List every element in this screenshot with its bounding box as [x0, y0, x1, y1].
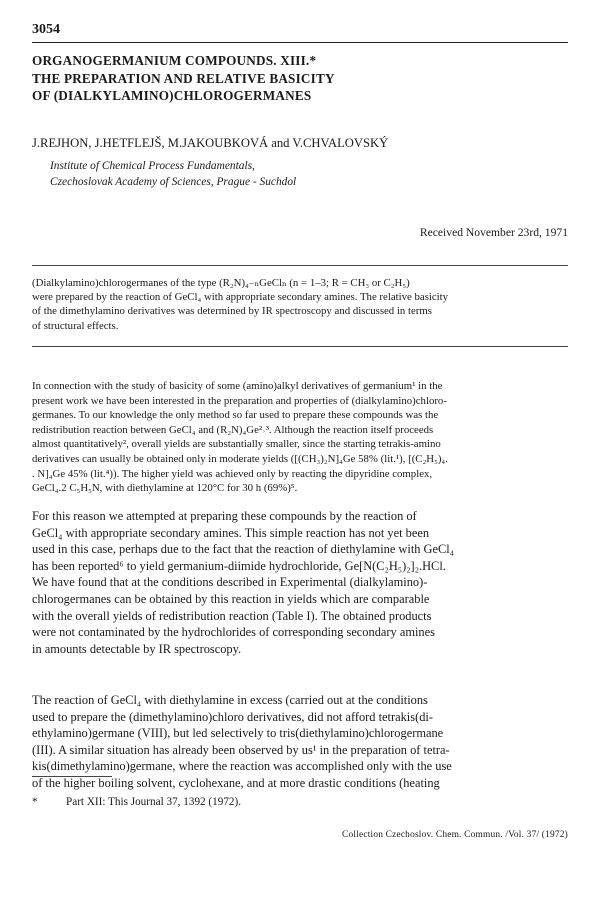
intro-line: almost quantitatively², overall yields are substantially smaller, since the starting tetrakis-amino	[32, 438, 441, 451]
intro-line: germanes. To our knowledge the only method so far used to prepare these compounds was the	[32, 409, 439, 422]
body-paragraph-1	[32, 508, 568, 657]
affiliation	[50, 158, 296, 190]
affiliation-line-1: Institute of Chemical Process Fundamentals,	[50, 160, 255, 172]
body-line: has been reported⁶ to yield germanium-diimide hydrochloride, Ge[N(C₂H₅)₂]₂.HCl.	[32, 558, 446, 573]
body-line: in amounts detectable by IR spectroscopy.	[32, 641, 242, 656]
body-line: of the higher boiling solvent, cyclohexane, and at more drastic conditions (heating	[32, 775, 440, 790]
authors: J.REJHON, J.HETFLEJŠ, M.JAKOUBKOVÁ and V.CHVALOVSKÝ	[32, 136, 389, 150]
abstract-top-rule	[32, 265, 568, 266]
page-number: 3054	[32, 22, 60, 37]
body-line: chlorogermanes can be obtained by this reaction in yields which are comparable	[32, 591, 430, 606]
body-line: We have found that at the conditions described in Experimental (dialkylamino)-	[32, 575, 428, 590]
intro-line: present work we have been interested in the preparation and properties of (dialkylamino)chloro-	[32, 394, 447, 407]
body-line: ethylamino)germane (VIII), but led selectively to tris(diethylamino)chlorogermane	[32, 726, 444, 741]
intro-line: redistribution reaction between GeCl₄ and (R₂N)₄Ge²˒³. Although the reaction itself proceeds	[32, 423, 434, 436]
body-line: The reaction of GeCl₄ with diethylamine in excess (carried out at the conditions	[32, 693, 428, 707]
intro-line: In connection with the study of basicity of some (amino)alkyl derivatives of germanium¹ in the	[32, 380, 443, 392]
body-line: GeCl₄ with appropriate secondary amines. This simple reaction has not yet been	[32, 525, 430, 540]
body-line: (III). A similar situation has already been observed by us¹ in the preparation of tetra-	[32, 742, 450, 757]
footnote-mark: *	[32, 796, 38, 808]
body-line: For this reason we attempted at preparing these compounds by the reaction of	[32, 509, 417, 523]
abstract	[32, 276, 568, 333]
abstract-line: of structural effects.	[32, 319, 119, 332]
intro-line: GeCl₄.2 C₅H₅N, with diethylamine at 120°C for 30 h (69%)⁵.	[32, 482, 298, 495]
intro-paragraph	[32, 379, 568, 496]
abstract-line: (Dialkylamino)chlorogermanes of the type (R₂N)₄₋ₙGeClₙ (n = 1–3; R = CH₃ or C₂H₅)	[32, 277, 410, 289]
body-line: kis(dimethylamino)germane, where the reaction was accomplished only with the use	[32, 759, 452, 774]
title-line-2: THE PREPARATION AND RELATIVE BASICITY	[32, 70, 335, 86]
body-line: used to prepare the (dimethylamino)chloro derivatives, did not afford tetrakis(di-	[32, 709, 433, 724]
footnote	[32, 796, 241, 808]
title-line-3: OF (DIALKYLAMINO)CHLOROGERMANES	[32, 88, 312, 103]
abstract-line: were prepared by the reaction of GeCl₄ with appropriate secondary amines. The relative basicity	[32, 291, 449, 304]
title-line-1: ORGANOGERMANIUM COMPOUNDS. XIII.*	[32, 53, 317, 68]
footnote-rule	[32, 776, 112, 777]
body-paragraph-2	[32, 692, 568, 792]
footnote-text: Part XII: This Journal 37, 1392 (1972).	[66, 796, 242, 808]
abstract-bottom-rule	[32, 346, 568, 347]
header-rule	[32, 42, 568, 43]
affiliation-line-2: Czechoslovak Academy of Sciences, Prague - Suchdol	[50, 176, 297, 188]
intro-line: . N]₄Ge 45% (lit.⁴)). The higher yield was achieved only by reacting the dipyridine complex,	[32, 467, 433, 480]
article-title	[32, 52, 572, 105]
intro-line: derivatives can usually be obtained only in moderate yields ([(CH₃)₂N]₄Ge 58% (lit.¹), [(C₂H₅)₄.	[32, 452, 448, 465]
abstract-line: of the dimethylamino derivatives was determined by IR spectroscopy and discussed in terms	[32, 305, 432, 318]
journal-citation: Collection Czechoslov. Chem. Commun. /Vol. 37/ (1972)	[342, 830, 568, 840]
body-line: used in this case, perhaps due to the fact that the reaction of diethylamine with GeCl₄	[32, 542, 455, 557]
body-line: with the overall yields of redistribution reaction (Table I). The obtained products	[32, 608, 432, 623]
body-line: were not contaminated by the hydrochlorides of corresponding secondary amines	[32, 625, 435, 640]
received-date: Received November 23rd, 1971	[419, 226, 568, 239]
